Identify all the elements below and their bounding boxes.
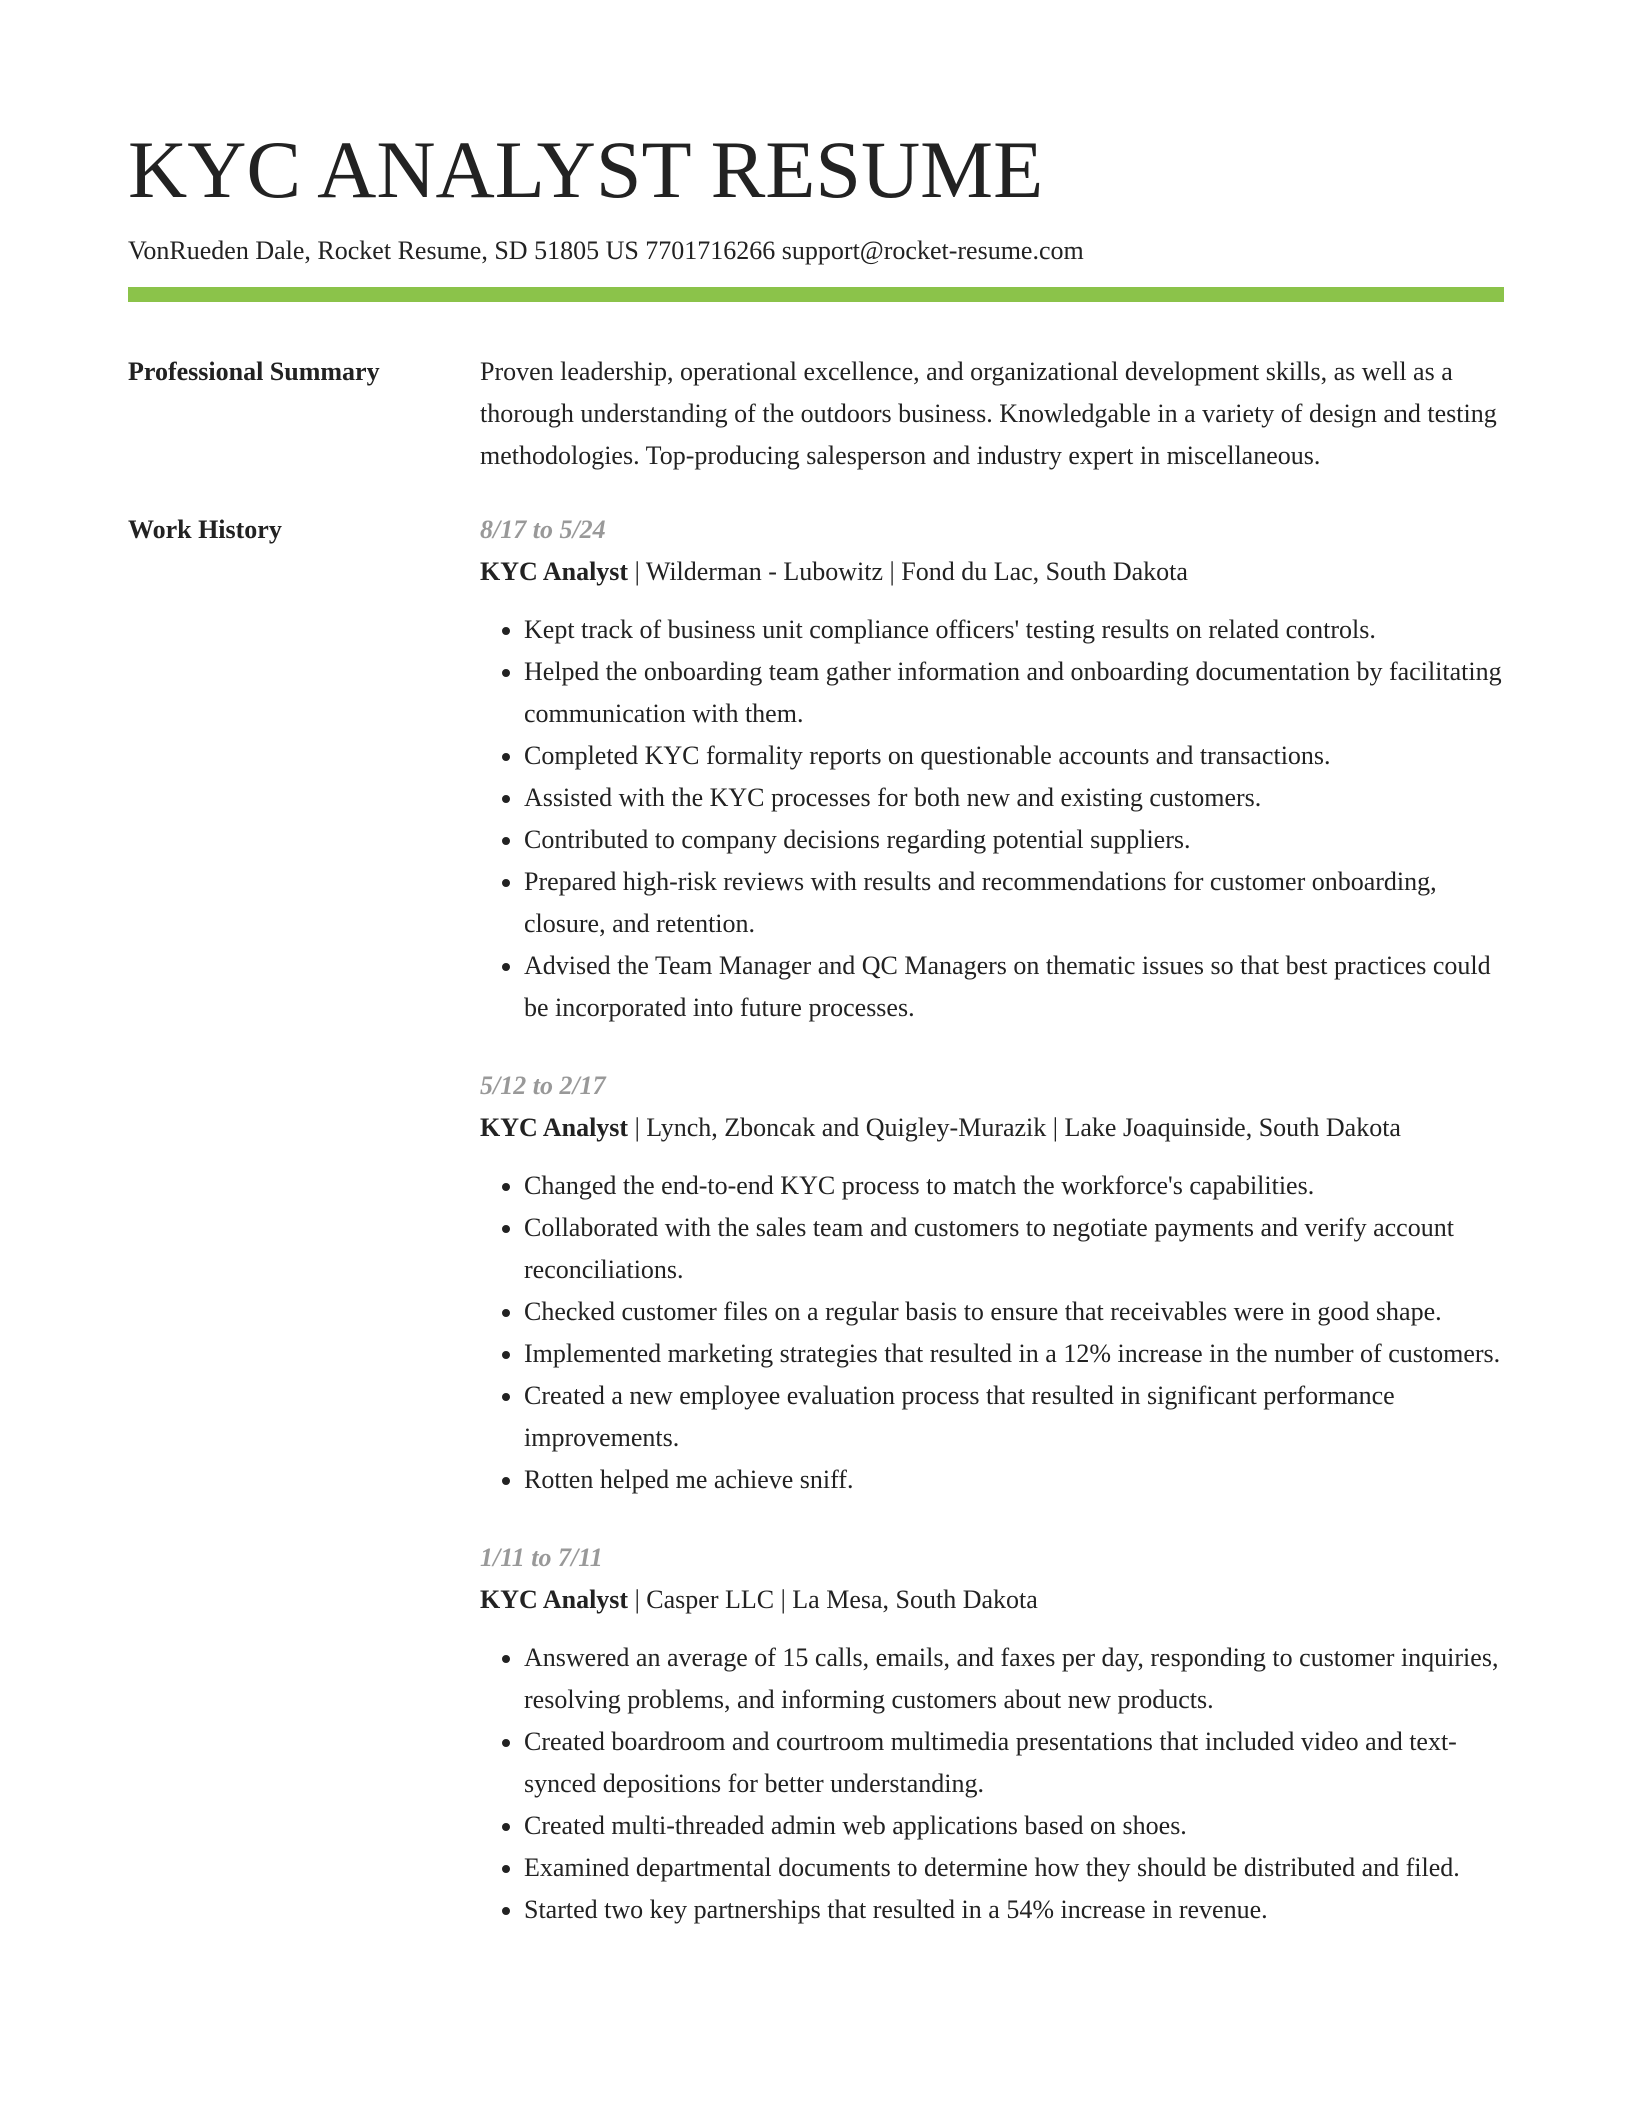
work-history-list [480, 509, 1504, 1967]
job-duties-list [480, 1165, 1504, 1501]
job-title: KYC Analyst [480, 557, 629, 586]
summary-section [128, 351, 1504, 477]
job-dates: 8/17 to 5/24 [480, 515, 606, 544]
job-employer-location: | Lynch, Zboncak and Quigley-Murazik | Lake Joaquinside, South Dakota [628, 1113, 1401, 1142]
job-duty: • Collaborated with the sales team and customers to negotiate payments and verify account reconciliations. [524, 1207, 1504, 1291]
work-history-section [128, 509, 1504, 1967]
job-duties-list [480, 609, 1504, 1029]
job-duty: • Examined departmental documents to determine how they should be distributed and filed. [524, 1847, 1504, 1889]
job-duty: • Advised the Team Manager and QC Managers on thematic issues so that best practices could be incorporated into future processes. [524, 945, 1504, 1029]
job-heading [480, 551, 1504, 593]
job-dates: 1/11 to 7/11 [480, 1543, 603, 1572]
job-duty: • Assisted with the KYC processes for both new and existing customers. [524, 777, 1504, 819]
resume-page [128, 0, 1504, 1967]
job-employer-location: | Casper LLC | La Mesa, South Dakota [628, 1585, 1038, 1614]
job-duty: • Implemented marketing strategies that resulted in a 12% increase in the number of customers. [524, 1333, 1504, 1375]
resume-title: KYC ANALYST RESUME [128, 124, 1044, 215]
job-duty: • Started two key partnerships that resulted in a 54% increase in revenue. [524, 1889, 1504, 1931]
job-heading [480, 1107, 1504, 1149]
job-heading [480, 1579, 1504, 1621]
job-duty: • Completed KYC formality reports on questionable accounts and transactions. [524, 735, 1504, 777]
job-duty: • Created a new employee evaluation process that resulted in significant performance improvements. [524, 1375, 1504, 1459]
job-title: KYC Analyst [480, 1113, 629, 1142]
job-duty: • Created boardroom and courtroom multimedia presentations that included video and text-synced depositions for better understanding. [524, 1721, 1504, 1805]
work-history-label: Work History [128, 515, 282, 544]
job-duty: • Rotten helped me achieve sniff. [524, 1459, 1504, 1501]
job-duty: • Contributed to company decisions regarding potential suppliers. [524, 819, 1504, 861]
job-entry [480, 509, 1504, 1029]
job-employer-location: | Wilderman - Lubowitz | Fond du Lac, South Dakota [628, 557, 1188, 586]
job-entry [480, 1537, 1504, 1931]
contact-line: VonRueden Dale, Rocket Resume, SD 51805 US 7701716266 support@rocket-resume.com [128, 236, 1084, 265]
job-dates: 5/12 to 2/17 [480, 1071, 606, 1100]
job-duty: • Prepared high-risk reviews with results and recommendations for customer onboarding, closure, and retention. [524, 861, 1504, 945]
summary-text: Proven leadership, operational excellence, and organizational development skills, as well as a thorough understanding of the outdoors business. Knowledgable in a variety of design and testing methodologies. Top-producing salesperson and industry expert in miscellaneous. [480, 357, 1497, 470]
job-duty: • Changed the end-to-end KYC process to match the workforce's capabilities. [524, 1165, 1504, 1207]
job-duty: • Created multi-threaded admin web applications based on shoes. [524, 1805, 1504, 1847]
job-duty: • Helped the onboarding team gather information and onboarding documentation by facilitating communication with them. [524, 651, 1504, 735]
job-duty: • Checked customer files on a regular basis to ensure that receivables were in good shape. [524, 1291, 1504, 1333]
job-entry [480, 1065, 1504, 1501]
job-title: KYC Analyst [480, 1585, 629, 1614]
job-duty: • Answered an average of 15 calls, emails, and faxes per day, responding to customer inquiries, resolving problems, and informing customers about new products. [524, 1637, 1504, 1721]
job-duty: • Kept track of business unit compliance officers' testing results on related controls. [524, 609, 1504, 651]
header-divider [128, 287, 1504, 302]
job-duties-list [480, 1637, 1504, 1931]
summary-label: Professional Summary [128, 357, 380, 386]
